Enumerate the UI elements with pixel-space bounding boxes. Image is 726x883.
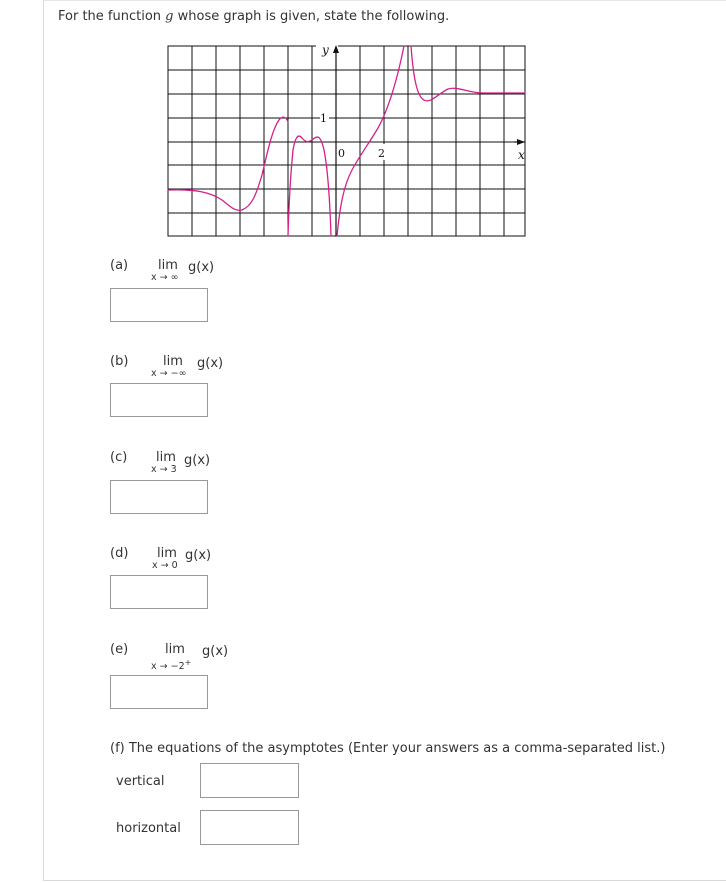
lim-subscript: x → −∞ — [151, 368, 187, 379]
horizontal-label: horizontal — [116, 821, 181, 836]
question-d-limit — [152, 546, 257, 572]
question-b-label: (b) — [110, 354, 129, 369]
lim-subscript: x → 0 — [152, 560, 178, 571]
answer-c-box[interactable] — [110, 480, 208, 514]
tick-two-label: 2 — [378, 147, 385, 160]
answer-b-box[interactable] — [110, 383, 208, 417]
function-graph — [160, 40, 540, 245]
question-d-label: (d) — [110, 546, 129, 561]
question-a-label: (a) — [110, 258, 129, 273]
lim-text: lim — [157, 546, 177, 561]
answer-d-input[interactable] — [111, 576, 207, 608]
curve-right-branch — [337, 46, 404, 236]
horizontal-answer-input[interactable] — [201, 811, 298, 844]
lim-expression: g(x) — [197, 356, 224, 371]
question-a-limit — [151, 258, 258, 284]
asymptotes-heading: (f) The equations of the asymptotes (Enter your answers as a comma-separated list.) — [110, 741, 666, 756]
curve-middle-hump — [302, 137, 331, 236]
lim-text: lim — [163, 354, 183, 369]
x-axis-arrow — [517, 139, 525, 145]
lim-expression: g(x) — [188, 260, 215, 275]
answer-c-input[interactable] — [111, 481, 207, 513]
answer-e-input[interactable] — [111, 676, 207, 708]
lim-text: lim — [156, 450, 176, 465]
lim-text: lim — [165, 642, 185, 657]
tick-one-label: 1 — [320, 112, 327, 125]
question-e-limit — [151, 642, 265, 673]
question-c-label: (c) — [110, 450, 128, 465]
y-axis-label: y — [322, 43, 329, 57]
answer-a-input[interactable] — [111, 289, 207, 321]
grid — [168, 46, 525, 236]
answer-d-box[interactable] — [110, 575, 208, 609]
question-e-label: (e) — [110, 642, 129, 657]
lim-expression: g(x) — [202, 644, 229, 659]
lim-superscript: + — [184, 658, 192, 667]
function-name: g — [165, 9, 174, 24]
problem-prompt: For the function g whose graph is given, state the following. — [58, 9, 450, 24]
origin-label: 0 — [338, 147, 345, 160]
question-c-limit — [151, 450, 256, 476]
lim-text: lim — [158, 258, 178, 273]
answer-a-box[interactable] — [110, 288, 208, 322]
horizontal-answer-box[interactable] — [200, 810, 299, 845]
lim-subscript: x → −2+ — [151, 658, 192, 673]
answer-e-box[interactable] — [110, 675, 208, 709]
curve-vertical-asymptote-left — [288, 136, 302, 236]
lim-expression: g(x) — [184, 453, 211, 468]
curve-left-branch — [168, 117, 288, 210]
question-b-limit — [151, 354, 263, 380]
x-axis-label: x — [518, 148, 525, 162]
lim-subscript: x → ∞ — [151, 272, 179, 283]
curve-asymptote-right — [411, 46, 525, 101]
vertical-label: vertical — [116, 774, 165, 789]
lim-expression: g(x) — [185, 548, 212, 563]
answer-b-input[interactable] — [111, 384, 207, 416]
vertical-answer-input[interactable] — [201, 764, 298, 797]
lim-subscript: x → 3 — [151, 464, 177, 475]
vertical-answer-box[interactable] — [200, 763, 299, 798]
